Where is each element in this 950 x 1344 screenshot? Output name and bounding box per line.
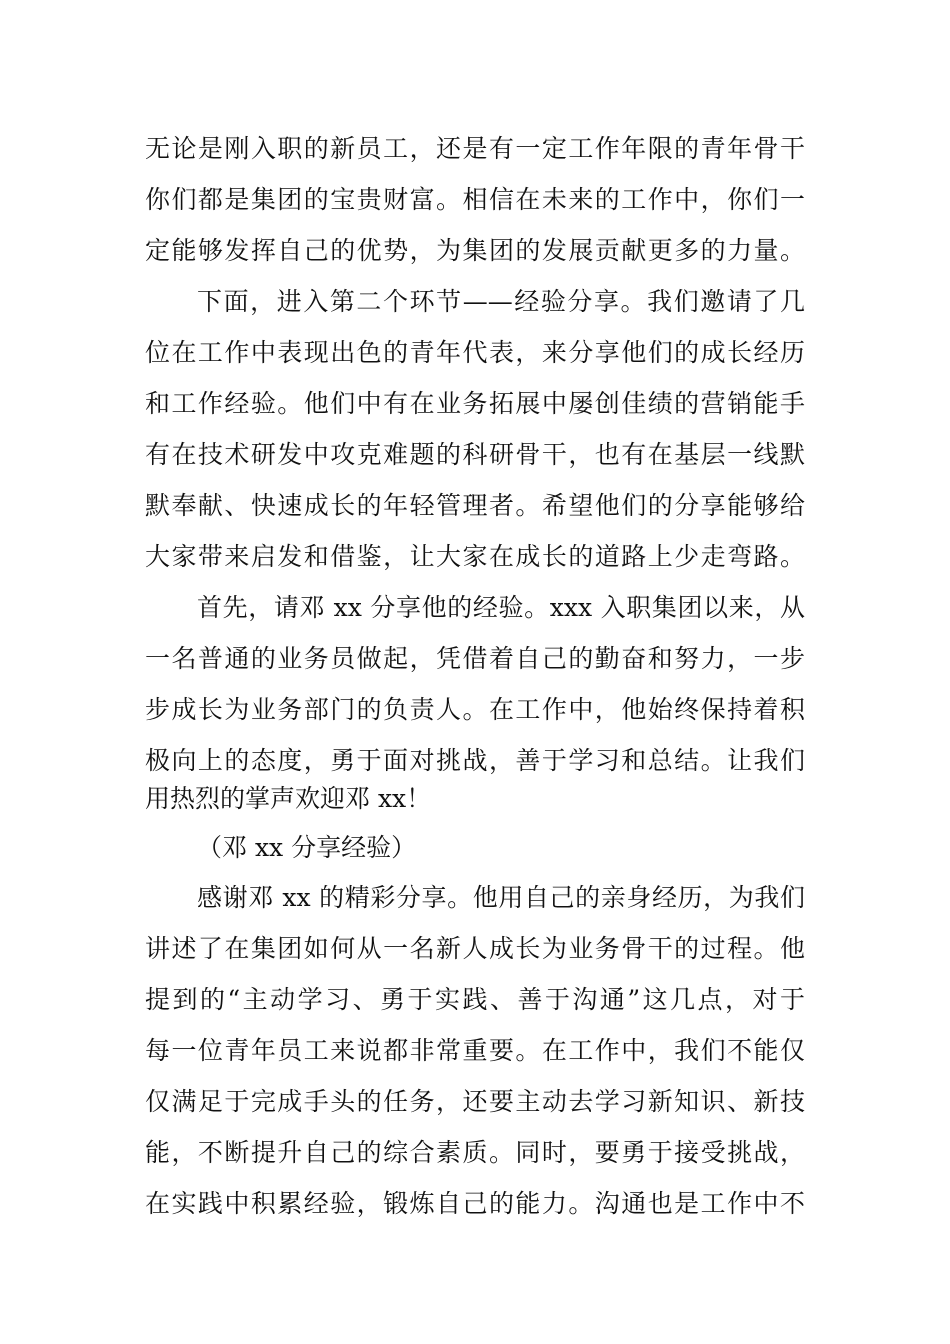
- text-line: 一名普通的业务员做起，凭借着自己的勤奋和努力，一步: [145, 644, 805, 673]
- paragraph-start-line: 下面，进入第二个环节——经验分享。我们邀请了几: [197, 287, 805, 316]
- text-line: 极向上的态度，勇于面对挑战，善于学习和总结。让我们: [145, 746, 805, 775]
- text-line: 你们都是集团的宝贵财富。相信在未来的工作中，你们一: [145, 185, 805, 214]
- text-line: 每一位青年员工来说都非常重要。在工作中，我们不能仅: [145, 1036, 805, 1065]
- text-line: 用热烈的掌声欢迎邓 xx！: [145, 784, 432, 813]
- text-line: 和工作经验。他们中有在业务拓展中屡创佳绩的营销能手: [145, 389, 805, 418]
- paragraph-start-line: 感谢邓 xx 的精彩分享。他用自己的亲身经历，为我们: [197, 883, 805, 912]
- stage-direction: （邓 xx 分享经验）: [197, 833, 417, 862]
- text-line: 无论是刚入职的新员工，还是有一定工作年限的青年骨干: [145, 134, 805, 163]
- text-line: 仅满足于完成手头的任务，还要主动去学习新知识、新技: [145, 1087, 805, 1116]
- text-line: 在实践中积累经验，锻炼自己的能力。沟通也是工作中不: [145, 1189, 805, 1218]
- text-line: 有在技术研发中攻克难题的科研骨干，也有在基层一线默: [145, 440, 805, 469]
- text-line: 默奉献、快速成长的年轻管理者。希望他们的分享能够给: [145, 491, 805, 520]
- text-line: 能，不断提升自己的综合素质。同时，要勇于接受挑战，: [145, 1138, 805, 1167]
- text-line: 位在工作中表现出色的青年代表，来分享他们的成长经历: [145, 338, 805, 367]
- text-line: 大家带来启发和借鉴，让大家在成长的道路上少走弯路。: [145, 542, 805, 571]
- text-line: 定能够发挥自己的优势，为集团的发展贡献更多的力量。: [145, 236, 805, 265]
- paragraph-start-line: 首先，请邓 xx 分享他的经验。xxx 入职集团以来，从: [197, 593, 805, 622]
- text-line: 提到的“主动学习、勇于实践、善于沟通”这几点，对于: [145, 985, 805, 1014]
- text-line: 步成长为业务部门的负责人。在工作中，他始终保持着积: [145, 695, 805, 724]
- text-line: 讲述了在集团如何从一名新人成长为业务骨干的过程。他: [145, 934, 805, 963]
